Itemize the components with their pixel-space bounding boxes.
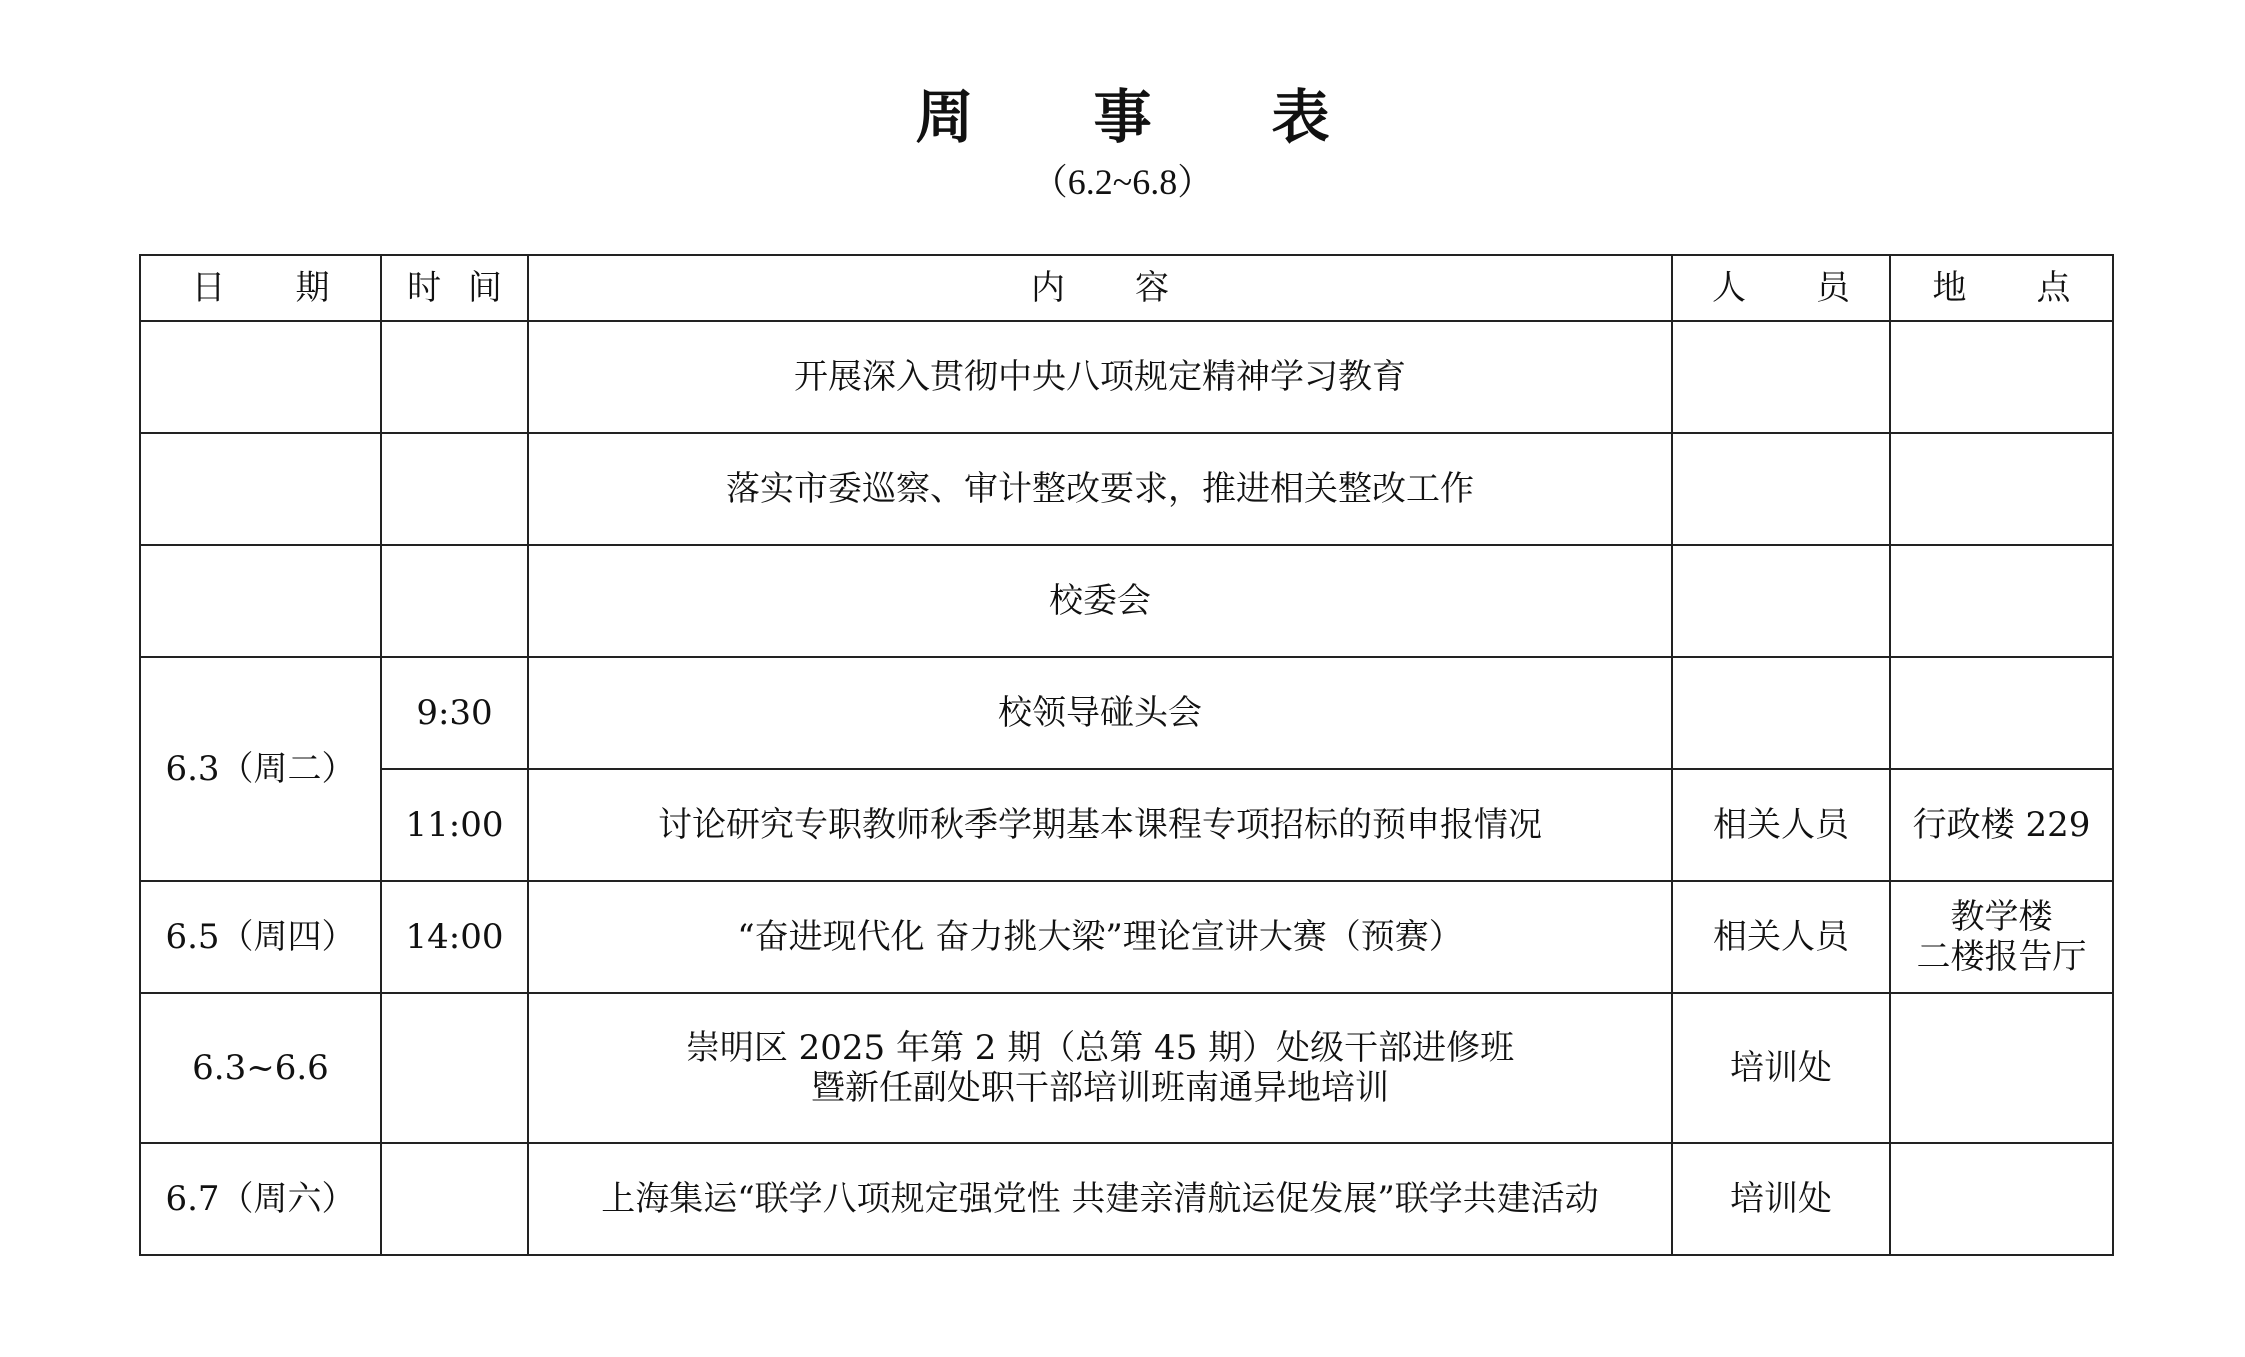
cell-people: 培训处 xyxy=(1672,993,1890,1143)
weekly-schedule-table xyxy=(139,254,2114,1256)
cell-people xyxy=(1672,321,1890,433)
cell-time xyxy=(381,993,528,1143)
content-line: 暨新任副处职干部培训班南通异地培训 xyxy=(811,1068,1389,1108)
cell-date: 6.3~6.6 xyxy=(140,993,381,1143)
cell-time: 14:00 xyxy=(381,881,528,993)
cell-date: 6.3（周二） xyxy=(140,657,381,881)
cell-time: 11:00 xyxy=(381,769,528,881)
table-row xyxy=(140,1143,2113,1255)
cell-content: 讨论研究专职教师秋季学期基本课程专项招标的预申报情况 xyxy=(528,769,1672,881)
table-row xyxy=(140,993,2113,1143)
table-row xyxy=(140,433,2113,545)
cell-time xyxy=(381,1143,528,1255)
cell-date xyxy=(140,321,381,433)
table-row xyxy=(140,657,2113,769)
cell-date: 6.5（周四） xyxy=(140,881,381,993)
table-header-row xyxy=(140,255,2113,321)
table-row xyxy=(140,881,2113,993)
cell-date xyxy=(140,433,381,545)
cell-location xyxy=(1890,657,2113,769)
cell-people: 相关人员 xyxy=(1672,881,1890,993)
page-title: 周事表 xyxy=(915,83,1450,151)
header-time: 时 间 xyxy=(381,255,528,321)
location-line: 二楼报告厅 xyxy=(1916,937,2087,977)
cell-people: 培训处 xyxy=(1672,1143,1890,1255)
cell-content: “奋进现代化 奋力挑大梁”理论宣讲大赛（预赛） xyxy=(528,881,1672,993)
cell-date xyxy=(140,545,381,657)
cell-location xyxy=(1890,881,2113,993)
cell-people xyxy=(1672,657,1890,769)
cell-content: 落实市委巡察、审计整改要求，推进相关整改工作 xyxy=(528,433,1672,545)
cell-location xyxy=(1890,321,2113,433)
cell-time xyxy=(381,545,528,657)
cell-content: 校委会 xyxy=(528,545,1672,657)
table-row xyxy=(140,545,2113,657)
cell-people xyxy=(1672,545,1890,657)
content-line: 崇明区 2025 年第 2 期（总第 45 期）处级干部进修班 xyxy=(685,1028,1515,1068)
cell-time xyxy=(381,321,528,433)
header-people: 人 员 xyxy=(1672,255,1890,321)
header-content: 内 容 xyxy=(528,255,1672,321)
cell-people: 相关人员 xyxy=(1672,769,1890,881)
cell-location xyxy=(1890,433,2113,545)
cell-content: 校领导碰头会 xyxy=(528,657,1672,769)
cell-location: 行政楼 229 xyxy=(1890,769,2113,881)
cell-location xyxy=(1890,545,2113,657)
location-line: 教学楼 xyxy=(1950,897,2053,937)
cell-date: 6.7（周六） xyxy=(140,1143,381,1255)
cell-location xyxy=(1890,993,2113,1143)
cell-content: 上海集运“联学八项规定强党性 共建亲清航运促发展”联学共建活动 xyxy=(528,1143,1672,1255)
table-row xyxy=(140,321,2113,433)
cell-people xyxy=(1672,433,1890,545)
date-range: （6.2~6.8） xyxy=(1031,162,1214,202)
header-location: 地 点 xyxy=(1890,255,2113,321)
header-date: 日 期 xyxy=(140,255,381,321)
cell-content xyxy=(528,993,1672,1143)
table-row xyxy=(140,769,2113,881)
cell-time xyxy=(381,433,528,545)
cell-content: 开展深入贯彻中央八项规定精神学习教育 xyxy=(528,321,1672,433)
cell-time: 9:30 xyxy=(381,657,528,769)
cell-location xyxy=(1890,1143,2113,1255)
